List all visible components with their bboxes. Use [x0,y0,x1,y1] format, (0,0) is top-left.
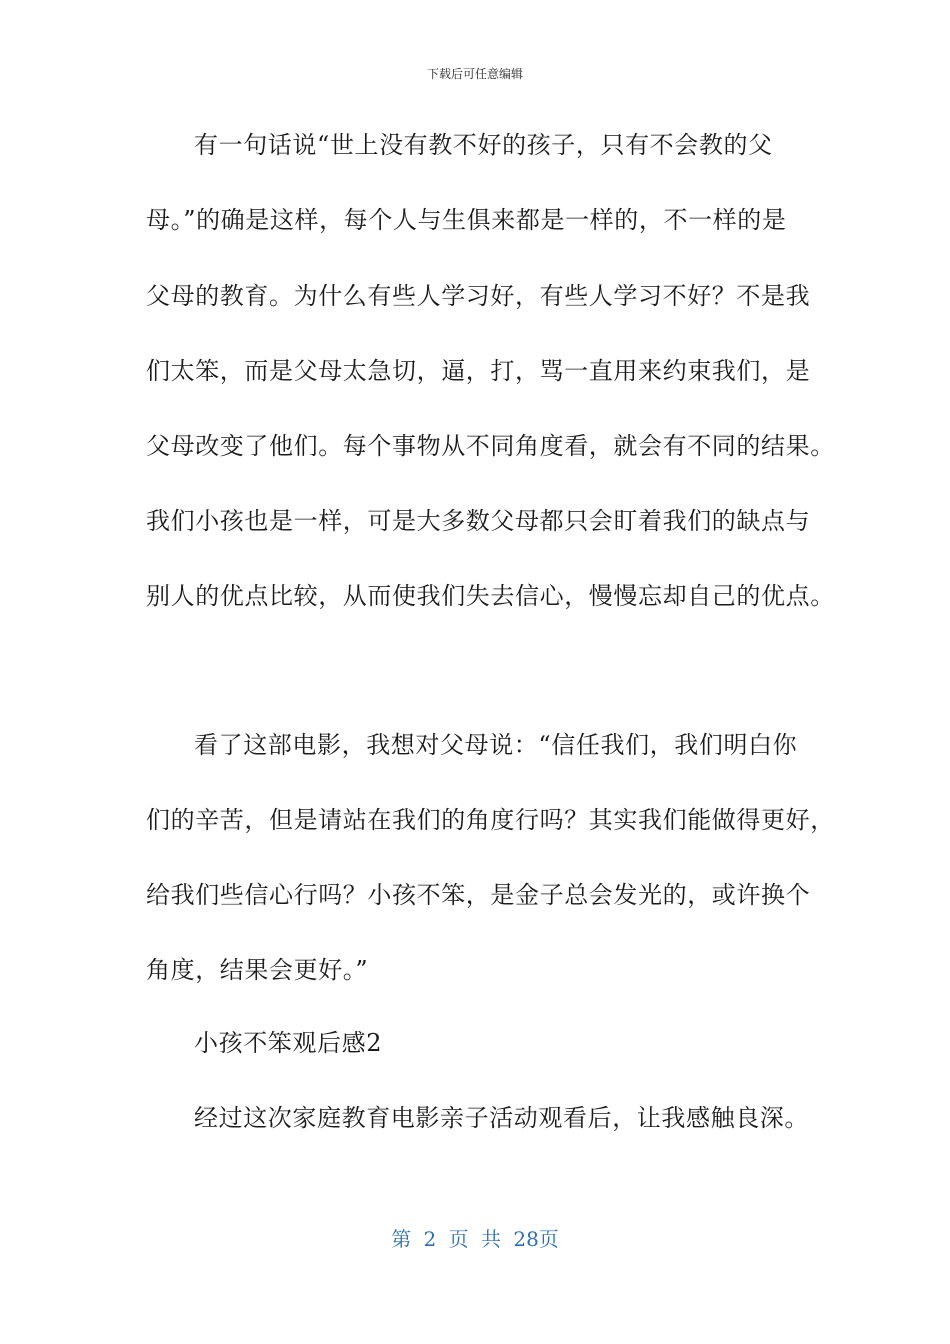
paragraph-line: 看了这部电影，我想对父母说：“信任我们，我们明白你 [194,731,798,759]
paragraph-line: 我们小孩也是一样，可是大多数父母都只会盯着我们的缺点与 [146,507,811,535]
paragraph-line: 有一句话说“世上没有教不好的孩子，只有不会教的父 [194,131,773,159]
page-number-footer: 第 2 页 共 28页 [391,1227,559,1251]
section-heading: 小孩不笨观后感2 [194,1029,383,1057]
paragraph-line: 们的辛苦，但是请站在我们的角度行吗？其实我们能做得更好， [146,806,835,834]
paragraph-line: 别人的优点比较，从而使我们失去信心，慢慢忘却自己的优点。 [146,582,835,610]
paragraph-line: 父母的教育。为什么有些人学习好，有些人学习不好？不是我 [146,282,811,310]
paragraph-line: 角度，结果会更好。” [146,956,369,984]
paragraph-line: 经过这次家庭教育电影亲子活动观看后，让我感触良深。 [194,1104,809,1132]
paragraph-line: 父母改变了他们。每个事物从不同角度看，就会有不同的结果。 [146,432,835,460]
paragraph-line: 们太笨，而是父母太急切，逼，打，骂一直用来约束我们，是 [146,357,811,385]
page-header-note: 下载后可任意编辑 [426,67,523,81]
paragraph-line: 给我们些信心行吗？小孩不笨，是金子总会发光的，或许换个 [146,881,811,909]
paragraph-line: 母。”的确是这样，每个人与生俱来都是一样的，不一样的是 [146,206,787,234]
